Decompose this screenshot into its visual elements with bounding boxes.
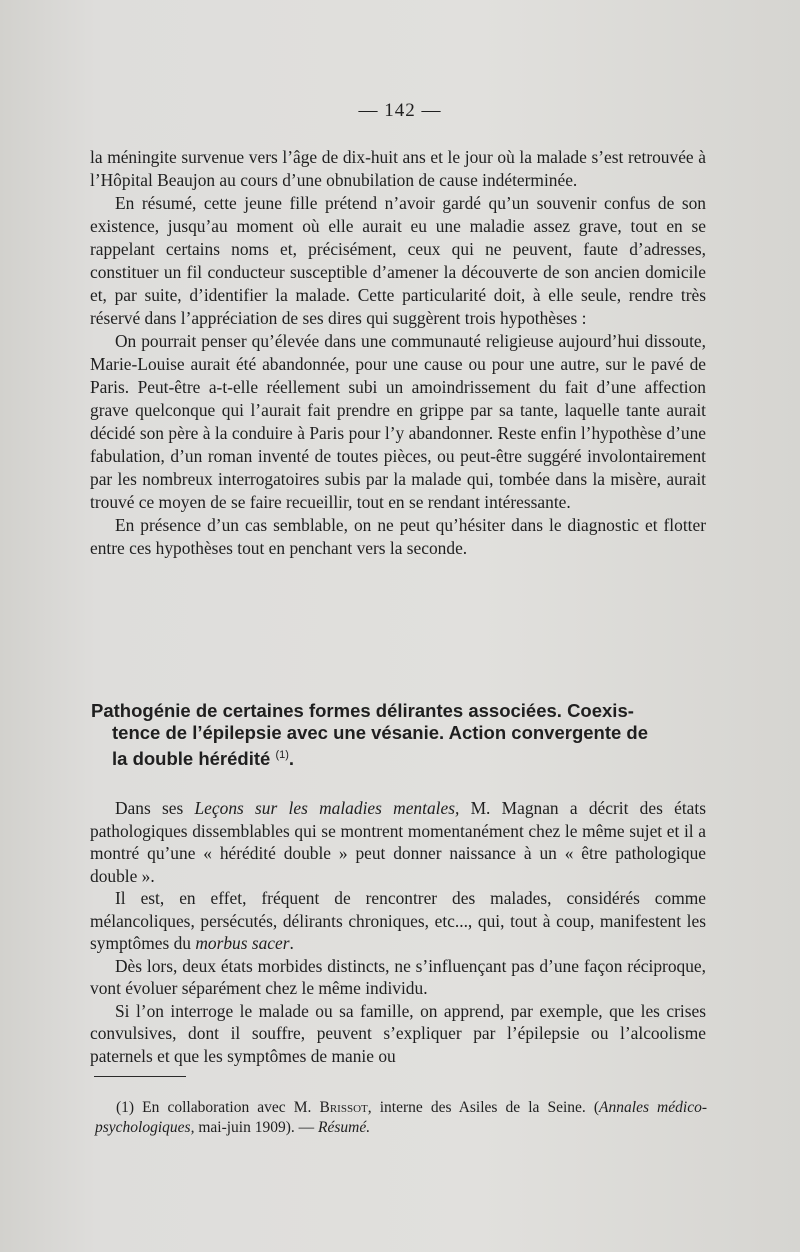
journal-title: Annales médico-psychologiques, bbox=[95, 1099, 707, 1136]
paragraph-hypotheses: On pourrait penser qu’élevée dans une communauté religieuse aujourd’hui dissoute, Marie-Louise aurait été abandonnée, pour une cause ou pour une autre, sur le pavé de Paris. Peut-être a-t-elle réellement subi un amoindrissement du fait d’une affection grave quelconque qui l’aurait fait prendre en grippe par sa tante, laquelle tante aurait décidé son père à la conduire à Paris pour l’y abandonner. Reste enfin l’hypothèse d’une fabulation, d’un roman inventé de toutes pièces, ou peut-être suggéré involontairement par les nombreux interrogatoires subis par la malade qui, tombée dans la misère, aurait trouvé ce moyen de se faire recueillir, tout en se rendant intéressante. bbox=[90, 331, 706, 512]
heading-line-1: Pathogénie de certaines formes délirantes associées. Coexis- bbox=[91, 700, 634, 721]
section-paragraph-4: Si l’on interroge le malade ou sa famille, on apprend, par exemple, que les crises convulsives, dont il souffre, peuvent s’expliquer par l’épilepsie ou l’alcoolisme paternels et que les symptômes de manie ou bbox=[90, 1000, 706, 1066]
page-number: — 142 — bbox=[358, 100, 442, 121]
footnote-reference: (1) bbox=[275, 749, 289, 761]
footnote-marker: (1) En collaboration avec M. bbox=[116, 1099, 320, 1116]
section-paragraph-3: Dès lors, deux états morbides distincts, ne s’influençant pas d’une façon réciproque, vont évoluer séparément chez le même individu. bbox=[90, 955, 706, 998]
section-heading bbox=[91, 700, 707, 770]
heading-end: . bbox=[288, 748, 295, 770]
footnote bbox=[95, 1098, 707, 1138]
section-paragraph-2 bbox=[90, 887, 706, 955]
footnote-divider bbox=[94, 1076, 186, 1077]
p2-end: . bbox=[289, 933, 294, 953]
footnote-mid: , interne des Asiles de la Seine. ( bbox=[367, 1099, 600, 1116]
p2-start: Il est, en effet, fréquent de rencontrer des malades, considérés comme mélancoliques, persécutés, délirants chroniques, etc..., qui, tout à coup, manifestent les symptômes du bbox=[90, 888, 706, 953]
paragraph-continuation: la méningite survenue vers l’âge de dix-huit ans et le jour où la malade s’est retrouvée à l’Hôpital Beaujon au cours d’une obnubilation de cause indéterminée. bbox=[90, 147, 706, 190]
latin-term: morbus sacer bbox=[195, 933, 290, 953]
collaborator-name: Brissot bbox=[319, 1099, 368, 1116]
heading-line-3 bbox=[91, 744, 707, 770]
book-title: Leçons sur les maladies mentales, bbox=[194, 798, 460, 818]
section-body-text bbox=[90, 797, 706, 1067]
paragraph-summary: En résumé, cette jeune fille prétend n’avoir gardé qu’un souvenir confus de son existence, jusqu’au moment où elle aurait eu une maladie assez grave, tout en se rappelant certains noms et, précisément, ceux qui ne peuvent, faute d’adresses, constituer un fil conducteur susceptible d’amener la découverte de son ancien domicile et, par suite, d’identifier la malade. Cette particularité doit, à elle seule, rendre très réservé dans l’appréciation de ses dires qui suggèrent trois hypothèses : bbox=[90, 193, 706, 328]
case-discussion-text bbox=[90, 146, 706, 560]
heading-line-3-text: la double hérédité bbox=[112, 748, 271, 770]
section-paragraph-1 bbox=[90, 797, 706, 887]
p1-rest: M. Magnan a décrit des états pathologiques dissemblables qui se montrent momentanément chez le même sujet et il a montré qu’une « hérédité double » peut donner naissance à un « être pathologique double ». bbox=[90, 798, 706, 886]
heading-line-2: tence de l’épilepsie avec une vésanie. Action convergente de bbox=[112, 722, 649, 743]
footnote-summary: Résumé. bbox=[318, 1119, 371, 1136]
p1-start: Dans ses bbox=[115, 798, 195, 818]
footnote-date: mai-juin 1909). — bbox=[194, 1119, 319, 1136]
paragraph-conclusion: En présence d’un cas semblable, on ne peut qu’hésiter dans le diagnostic et flotter entre ces hypothèses tout en penchant vers la seconde. bbox=[90, 515, 706, 558]
footnote-text bbox=[95, 1098, 707, 1138]
